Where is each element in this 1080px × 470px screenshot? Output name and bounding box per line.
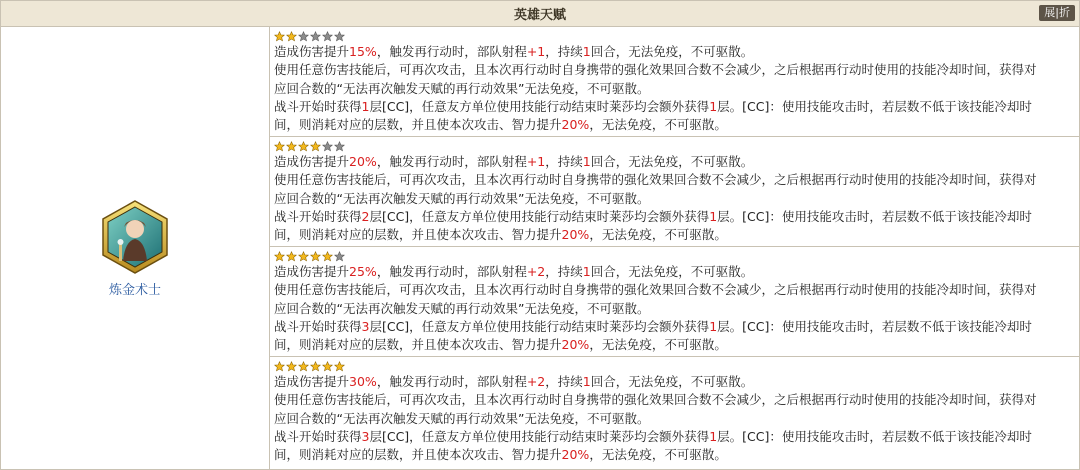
star-empty-icon (322, 31, 333, 42)
star-filled-icon (286, 141, 297, 152)
tier-line-1: 造成伤害提升20%，触发再行动时，部队射程+1，持续1回合，无法免疫，不可驱散。 (274, 154, 754, 169)
star-filled-icon (298, 251, 309, 262)
star-filled-icon (310, 141, 321, 152)
star-filled-icon (274, 361, 285, 372)
star-empty-icon (322, 141, 333, 152)
star-filled-icon (274, 251, 285, 262)
tier-line-3: 应回合数的“无法再次触发天赋的再行动效果”无法免疫，不可驱散。 (274, 410, 650, 426)
star-filled-icon (310, 251, 321, 262)
tier-line-5: 间，则消耗对应的层数，并且使本次攻击、智力提升20%，无法免疫，不可驱散。 (274, 447, 727, 463)
hero-avatar-icon[interactable] (97, 199, 173, 275)
panel-body (1, 27, 1079, 469)
star-filled-icon (286, 31, 297, 42)
tier-line-1: 造成伤害提升25%，触发再行动时，部队射程+2，持续1回合，无法免疫，不可驱散。 (274, 264, 754, 279)
tier-line-4: 战斗开始时获得3层[CC]，任意友方单位使用技能行动结束时莱莎均会额外获得1层。[CC]：使用技能攻击时，若层数不低于该技能冷却时 (274, 318, 1032, 334)
star-filled-icon (334, 361, 345, 372)
star-rating (274, 360, 1075, 372)
star-empty-icon (310, 31, 321, 42)
star-filled-icon (286, 361, 297, 372)
star-filled-icon (286, 251, 297, 262)
tier-line-1: 造成伤害提升15%，触发再行动时，部队射程+1，持续1回合，无法免疫，不可驱散。 (274, 44, 754, 59)
tier-line-3: 应回合数的“无法再次触发天赋的再行动效果”无法免疫，不可驱散。 (274, 190, 650, 206)
star-rating (274, 140, 1075, 152)
talent-tier (270, 27, 1079, 137)
hero-name-link[interactable]: 炼金术士 (108, 282, 161, 298)
tier-line-2: 使用任意伤害技能后，可再次攻击，且本次再行动时自身携带的强化效果回合数不会减少，之后根据再行动时使用的技能冷却时间，获得对 (274, 282, 1037, 298)
tier-line-4: 战斗开始时获得1层[CC]，任意友方单位使用技能行动结束时莱莎均会额外获得1层。[CC]：使用技能攻击时，若层数不低于该技能冷却时 (274, 98, 1032, 114)
tiers-column (270, 27, 1079, 469)
star-filled-icon (322, 361, 333, 372)
talent-tier (270, 137, 1079, 247)
tier-line-5: 间，则消耗对应的层数，并且使本次攻击、智力提升20%，无法免疫，不可驱散。 (274, 337, 727, 353)
tier-line-5: 间，则消耗对应的层数，并且使本次攻击、智力提升20%，无法免疫，不可驱散。 (274, 227, 727, 243)
tier-line-4: 战斗开始时获得3层[CC]，任意友方单位使用技能行动结束时莱莎均会额外获得1层。[CC]：使用技能攻击时，若层数不低于该技能冷却时 (274, 428, 1032, 444)
star-filled-icon (310, 361, 321, 372)
star-filled-icon (298, 361, 309, 372)
star-empty-icon (334, 141, 345, 152)
talent-tier (270, 357, 1079, 469)
star-rating (274, 250, 1075, 262)
panel-title: 英雄天赋 (513, 8, 566, 23)
hero-cell (1, 27, 270, 469)
tier-line-2: 使用任意伤害技能后，可再次攻击，且本次再行动时自身携带的强化效果回合数不会减少，之后根据再行动时使用的技能冷却时间，获得对 (274, 172, 1037, 188)
star-filled-icon (274, 31, 285, 42)
tier-line-5: 间，则消耗对应的层数，并且使本次攻击、智力提升20%，无法免疫，不可驱散。 (274, 117, 727, 133)
tier-line-3: 应回合数的“无法再次触发天赋的再行动效果”无法免疫，不可驱散。 (274, 300, 650, 316)
star-filled-icon (274, 141, 285, 152)
star-empty-icon (334, 31, 345, 42)
tier-line-1: 造成伤害提升30%，触发再行动时，部队射程+2，持续1回合，无法免疫，不可驱散。 (274, 374, 754, 389)
tier-line-4: 战斗开始时获得2层[CC]，任意友方单位使用技能行动结束时莱莎均会额外获得1层。[CC]：使用技能攻击时，若层数不低于该技能冷却时 (274, 208, 1032, 224)
star-empty-icon (334, 251, 345, 262)
tier-line-3: 应回合数的“无法再次触发天赋的再行动效果”无法免疫，不可驱散。 (274, 80, 650, 96)
star-rating (274, 30, 1075, 42)
star-empty-icon (298, 31, 309, 42)
tier-line-2: 使用任意伤害技能后，可再次攻击，且本次再行动时自身携带的强化效果回合数不会减少，之后根据再行动时使用的技能冷却时间，获得对 (274, 392, 1037, 408)
tier-line-2: 使用任意伤害技能后，可再次攻击，且本次再行动时自身携带的强化效果回合数不会减少，之后根据再行动时使用的技能冷却时间，获得对 (274, 62, 1037, 78)
talent-tier (270, 247, 1079, 357)
panel-header (1, 1, 1079, 27)
star-filled-icon (298, 141, 309, 152)
star-filled-icon (322, 251, 333, 262)
expand-collapse-button[interactable]: 展|折 (1039, 5, 1075, 21)
